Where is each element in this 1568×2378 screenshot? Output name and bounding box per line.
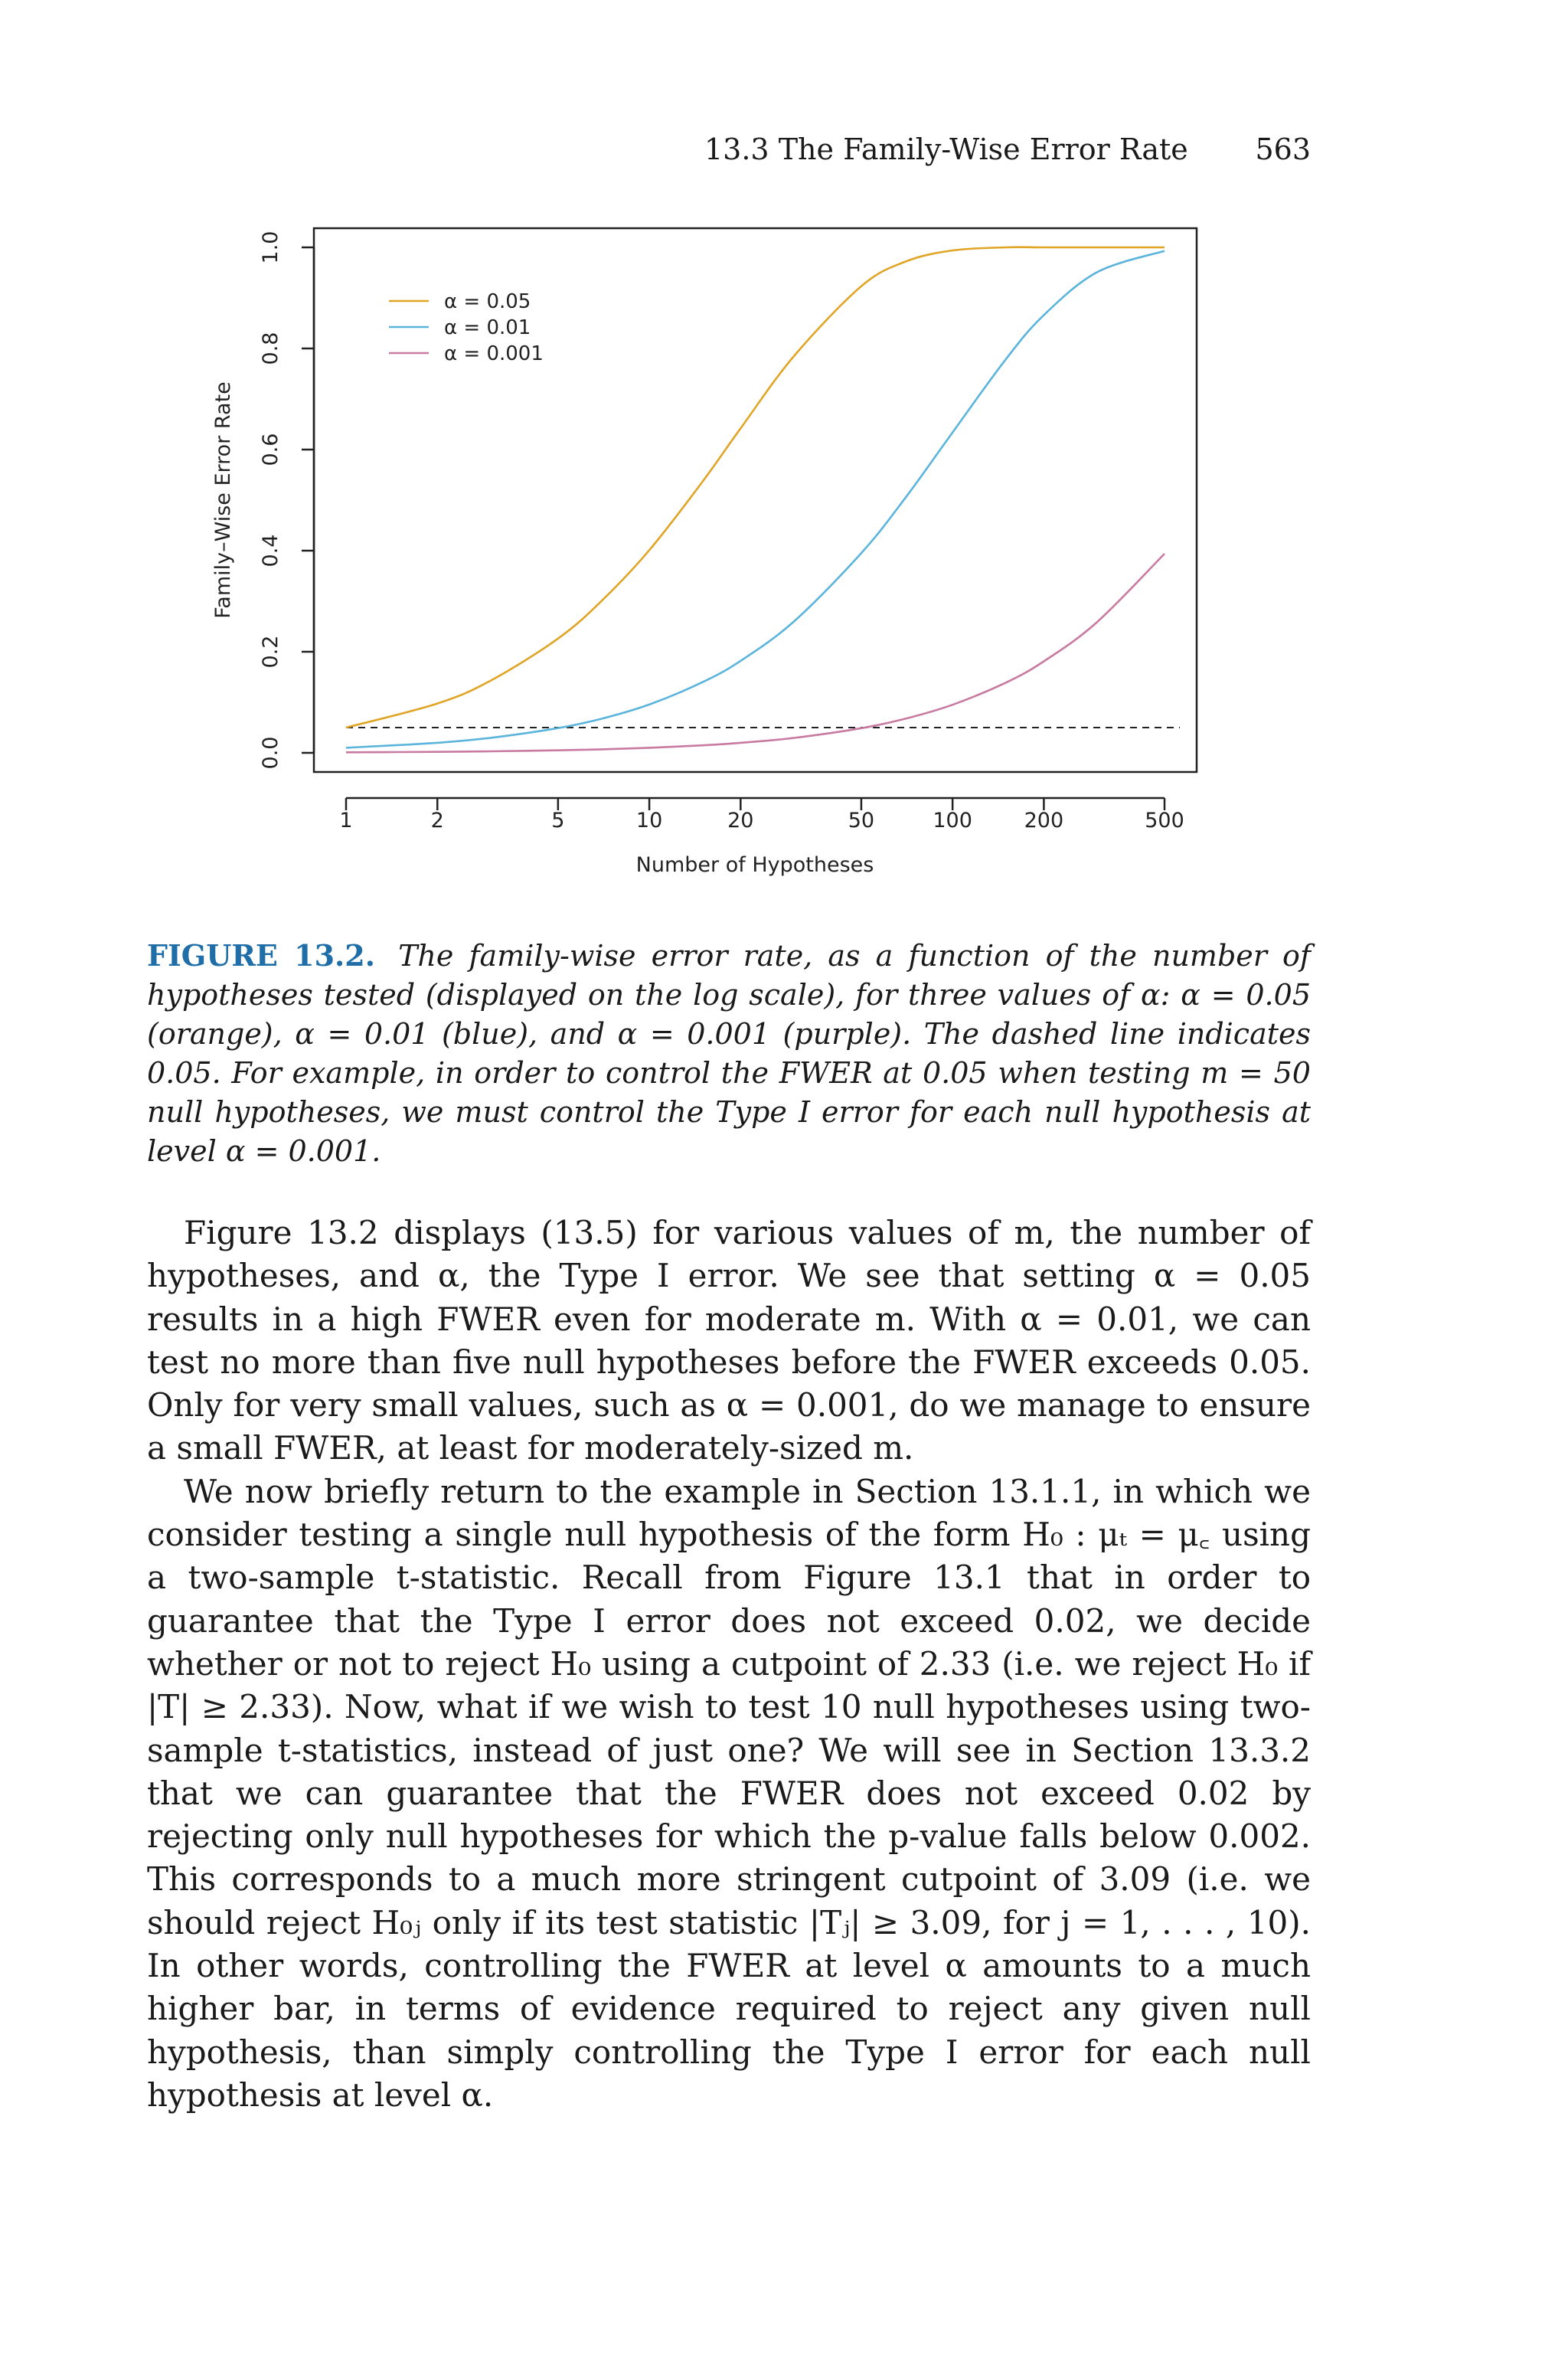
x-tick-label: 5 bbox=[551, 809, 565, 832]
y-tick-label: 0.0 bbox=[259, 736, 283, 770]
y-tick-label: 0.6 bbox=[259, 433, 283, 466]
x-tick-label: 500 bbox=[1145, 809, 1184, 832]
legend bbox=[389, 290, 544, 365]
x-tick-label: 20 bbox=[727, 809, 754, 832]
paragraph-1: Figure 13.2 displays (13.5) for various values of m, the number of hypotheses, and α, the Type I error. We see that setting α = 0.05 results in a high FWER even for moderate m. With α = 0.01, we can test no more than five null hypotheses before the FWER exceeds 0.05. Only for very small values, such as α = 0.001, do we manage to ensure a small FWER, at least for moderately-sized m. bbox=[147, 1214, 1311, 1467]
y-tick-label: 0.4 bbox=[259, 534, 283, 568]
series-line-3 bbox=[346, 554, 1165, 752]
caption-text: The family-wise error rate, as a function of the number of hypotheses tested (displayed on the log scale), for three values of α: α = 0.05 (orange), α = 0.01 (blue), and α = 0.001 (purple). The dashed line indicates 0.05. For example, in order to control the FWER at 0.05 when testing m = 50 null hypotheses, we must control the Type I error for each null hypothesis at level α = 0.001. bbox=[147, 939, 1311, 1168]
x-tick-label: 50 bbox=[848, 809, 875, 832]
x-tick-label: 100 bbox=[933, 809, 972, 832]
x-tick-label: 1 bbox=[339, 809, 353, 832]
x-axis bbox=[339, 798, 1184, 832]
y-tick-label: 0.2 bbox=[259, 635, 283, 669]
y-tick-label: 0.8 bbox=[259, 332, 283, 365]
body-text bbox=[147, 1212, 1311, 2117]
running-head-title: 13.3 The Family-Wise Error Rate bbox=[704, 132, 1188, 166]
fwer-figure bbox=[0, 0, 1568, 904]
figure-caption bbox=[147, 936, 1311, 1171]
y-axis-label: Family–Wise Error Rate bbox=[211, 381, 235, 619]
y-axis bbox=[259, 231, 314, 770]
legend-label: α = 0.05 bbox=[444, 290, 531, 313]
paragraph-2: We now briefly return to the example in Section 13.1.1, in which we consider testing a single null hypothesis of the form H₀ : μₜ = μ꜀ using a two-sample t-statistic. Recall from Figure 13.1 that in order to guarantee that the Type I error does not exceed 0.02, we decide whether or not to reject H₀ using a cutpoint of 2.33 (i.e. we reject H₀ if |T| ≥ 2.33). Now, what if we wish to test 10 null hypotheses using two-sample t-statistics, instead of just one? We will see in Section 13.3.2 that we can guarantee that the FWER does not exceed 0.02 by rejecting only null hypotheses for which the p-value falls below 0.002. This corresponds to a much more stringent cutpoint of 3.09 (i.e. we should reject H₀ⱼ only if its test statistic |Tⱼ| ≥ 3.09, for j = 1, . . . , 10). In other words, controlling the FWER at level α amounts to a much higher bar, in terms of evidence required to reject any given null hypothesis, than simply controlling the Type I error for each null hypothesis at level α. bbox=[147, 1472, 1311, 2114]
legend-label: α = 0.01 bbox=[444, 316, 531, 339]
x-axis-label: Number of Hypotheses bbox=[635, 853, 874, 877]
page-number: 563 bbox=[1255, 132, 1311, 166]
legend-label: α = 0.001 bbox=[444, 342, 544, 365]
x-tick-label: 2 bbox=[430, 809, 444, 832]
y-tick-label: 1.0 bbox=[259, 231, 283, 264]
figure-label: FIGURE 13.2. bbox=[147, 938, 375, 973]
x-tick-label: 200 bbox=[1024, 809, 1064, 832]
x-tick-label: 10 bbox=[635, 809, 663, 832]
